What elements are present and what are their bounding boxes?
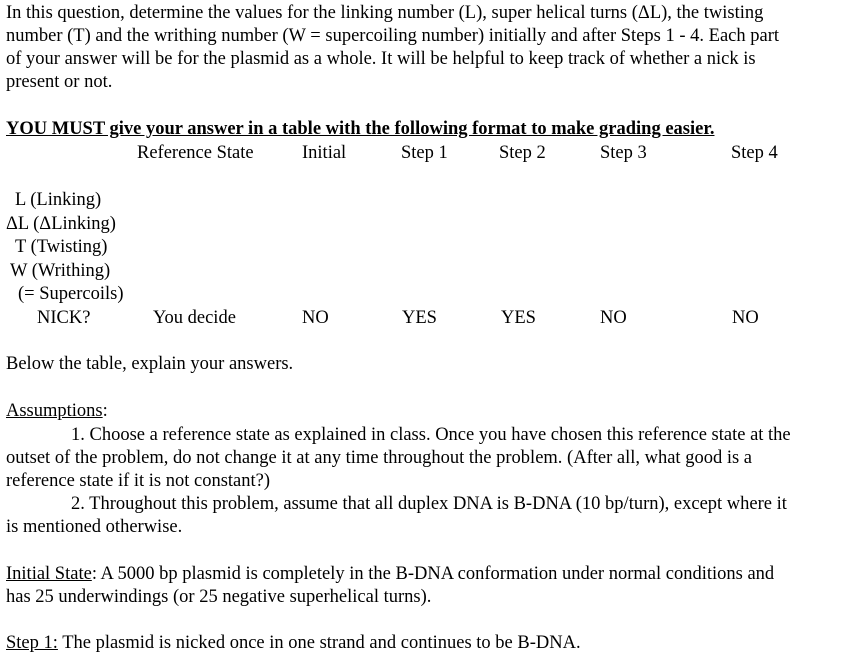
- initial-state-label: Initial State: [6, 564, 92, 584]
- assumption-1-line-2: outset of the problem, do not change it at any time throughout the problem. (After all, what good is a: [6, 448, 752, 468]
- row-label-twisting: T (Twisting): [15, 237, 108, 257]
- initial-state-text: : A 5000 bp plasmid is completely in the B-DNA conformation under normal conditions and: [91, 564, 775, 584]
- table-instruction: YOU MUST give your answer in a table with the following format to make grading easier.: [6, 119, 715, 139]
- intro-line-4: present or not.: [6, 72, 113, 92]
- row-label-writhing: W (Writhing): [10, 261, 111, 281]
- assumption-2-line-1: 2. Throughout this problem, assume that all duplex DNA is B-DNA (10 bp/turn), except where it: [71, 494, 787, 514]
- header-step-2: Step 2: [499, 143, 546, 163]
- nick-reference-state: You decide: [153, 308, 236, 328]
- intro-line-1: In this question, determine the values for the linking number (L), super helical turns (ΔL), the twisting: [6, 3, 764, 23]
- assumption-1-line-1: 1. Choose a reference state as explained in class. Once you have chosen this reference state at the: [71, 425, 791, 445]
- assumption-2: [6, 493, 862, 539]
- nick-step-2: YES: [501, 308, 536, 328]
- nick-step-3: NO: [600, 308, 627, 328]
- assumptions-heading: [6, 400, 108, 423]
- row-label-nick: NICK?: [37, 308, 91, 328]
- header-step-3: Step 3: [600, 143, 647, 163]
- initial-state-line-2: has 25 underwindings (or 25 negative superhelical turns).: [6, 587, 432, 607]
- initial-state-line-1: [6, 563, 862, 586]
- row-label-linking: L (Linking): [15, 190, 102, 210]
- header-step-1: Step 1: [401, 143, 448, 163]
- row-label-delta-linking: ΔL (ΔLinking): [6, 214, 116, 234]
- header-step-4: Step 4: [731, 143, 778, 163]
- step-1-label: Step 1:: [6, 633, 58, 653]
- intro-line-3: of your answer will be for the plasmid as a whole. It will be helpful to keep track of whether a nick is: [6, 49, 756, 69]
- header-initial: Initial: [302, 143, 347, 163]
- nick-initial: NO: [302, 308, 329, 328]
- row-label-supercoils: (= Supercoils): [18, 284, 124, 304]
- assumption-1: [6, 424, 862, 493]
- nick-step-4: NO: [732, 308, 759, 328]
- intro-paragraph: [6, 2, 862, 94]
- assumption-1-line-3: reference state if it is not constant?): [6, 471, 271, 491]
- assumptions-heading-label: Assumptions: [6, 401, 103, 421]
- assumption-2-line-2: is mentioned otherwise.: [6, 517, 183, 537]
- intro-line-2: number (T) and the writhing number (W = supercoiling number) initially and after Steps 1 - 4. Each part: [6, 26, 779, 46]
- step-1-paragraph: [6, 632, 581, 655]
- initial-state-paragraph: [6, 563, 862, 609]
- step-1-text: The plasmid is nicked once in one strand and continues to be B-DNA.: [57, 633, 581, 653]
- below-table-text: Below the table, explain your answers.: [6, 354, 294, 374]
- nick-step-1: YES: [402, 308, 437, 328]
- header-reference-state: Reference State: [137, 143, 254, 163]
- assumptions-heading-colon: :: [102, 401, 108, 421]
